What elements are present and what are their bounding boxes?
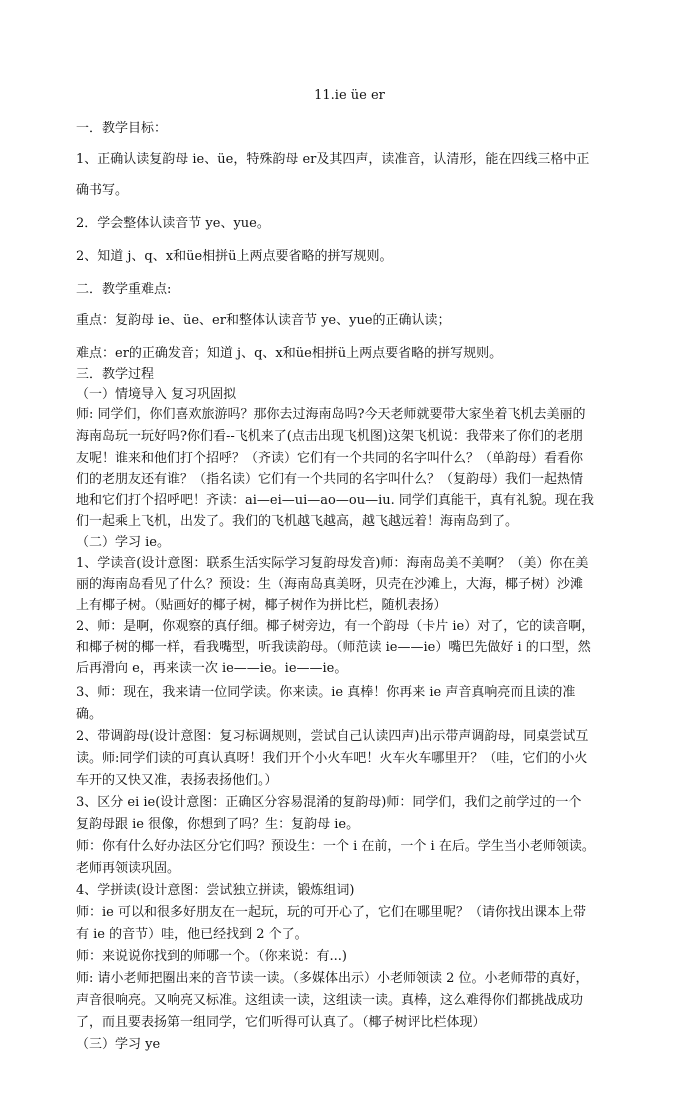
lesson-title: 11.ie üe er (314, 88, 385, 103)
text-line: 地和它们打个招呼吧！齐读：ai—ei—ui—ao—ou—iu. 同学们真能干，真有礼貌。现在我 (76, 493, 594, 508)
text-line: 难点：er的正确发音；知道 j、q、x和üe相拼ü上两点要省略的拼写规则。 (76, 346, 503, 361)
text-line: 了，而且要表扬第一组同学，它们听得可认真了。（椰子树评比栏体现） (76, 1015, 486, 1030)
text-line: 2、带调韵母(设计意图：复习标调规则，尝试自己认读四声)出示带声调韵母，同桌尝试互 (76, 729, 589, 744)
section-heading: 二．教学重难点: (76, 282, 172, 297)
text-line: 确。 (76, 707, 103, 722)
text-line: 复韵母跟 ie 很像，你想到了吗？生：复韵母 ie。 (76, 817, 360, 832)
text-line: 们一起乘上飞机，出发了。我们的飞机越飞越高，越飞越远着！海南岛到了。 (76, 514, 519, 529)
text-line: 上有椰子树。（贴画好的椰子树，椰子树作为拼比栏，随机表扬） (76, 598, 447, 613)
text-line: 一．教学目标： (76, 121, 168, 136)
text-line: 4、学拼读(设计意图：尝试独立拼读，锻炼组词) (76, 883, 355, 898)
text-line: 后再滑向 e，再来读一次 ie——ie。ie——ie。 (76, 661, 348, 676)
text-line: 师: 同学们，你们喜欢旅游吗？那你去过海南岛吗?今天老师就要带大家坐着飞机去美丽的 (76, 407, 586, 422)
text-line: 2．学会整体认读音节 ye、yue。 (76, 216, 270, 231)
subsection-heading: （二）学习 ie。 (76, 535, 170, 550)
text-line: 重点：复韵母 ie、üe、er和整体认读音节 ye、yue的正确认读； (76, 313, 451, 328)
text-line: 师: 请小老师把圈出来的音节读一读。（多媒体出示）小老师领读 2 位。小老师带的真好， (76, 971, 589, 986)
text-line: 读。师:同学们读的可真认真呀！我们开个小火车吧！火车火车哪里开？（哇，它们的小火 (76, 751, 588, 766)
section-heading: 三．教学过程 (76, 367, 155, 382)
text-line: 1、学读音(设计意图：联系生活实际学习复韵母发音)师：海南岛美不美啊？（美）你在美 (76, 556, 589, 571)
text-line: 声音很响亮。又响亮又标准。这组读一读，这组读一读。真棒，这么难得你们都挑战成功 (76, 993, 584, 1008)
text-line: 海南岛玩一玩好吗?你们看--飞机来了(点击出现飞机图)这架飞机说：我带来了你们的老朋 (76, 429, 583, 444)
text-line: 们的老朋友还有谁？（指名读）它们有一个共同的名字叫什么？（复韵母）我们一起热情 (76, 472, 584, 487)
text-line: 有 ie 的音节）哇，他已经找到 2 个了。 (76, 927, 308, 942)
subsection-heading: （一）情境导入 复习巩固拟 (76, 387, 237, 402)
text-line: 3、区分 ei ie(设计意图：正确区分容易混淆的复韵母)师：同学们，我们之前学过的一个 (76, 795, 582, 810)
text-line: 和椰子树的椰一样，看我嘴型，听我读韵母。（师范读 ie——ie）嘴巴先做好 i 的口型，然 (76, 640, 591, 655)
text-line: 3、师：现在，我来请一位同学读。你来读。ie 真棒！你再来 ie 声音真响亮而且读的准 (76, 685, 576, 700)
text-line: 丽的海南岛看见了什么？预设：生（海南岛真美呀，贝壳在沙滩上，大海，椰子树）沙滩 (76, 577, 584, 592)
text-line: 师：你有什么好办法区分它们吗？预设生：一个 i 在前，一个 i 在后。学生当小老师领读。 (76, 839, 595, 854)
text-line: 确书写。 (76, 183, 129, 198)
text-line: 师：来说说你找到的师哪一个。（你来说：有...) (76, 949, 347, 964)
text-line: 友呢！谁来和他们打个招呼？（齐读）它们有一个共同的名字叫什么？（单韵母）看看你 (76, 451, 584, 466)
text-line: 2、师：是啊，你观察的真仔细。椰子树旁边，有一个韵母（卡片 ie）对了，它的读音啊， (76, 619, 595, 634)
subsection-heading: （三）学习 ye (76, 1037, 161, 1052)
text-line: 1、正确认读复韵母 ie、üe，特殊韵母 er及其四声，读准音，认清形，能在四线三格中正 (76, 152, 590, 167)
text-line: 车开的又快又准，表扬表扬他们。） (76, 773, 278, 788)
text-line: 2、知道 j、q、x和üe相拼ü上两点要省略的拼写规则。 (76, 249, 393, 264)
text-line: 老师再领读巩固。 (76, 861, 181, 876)
text-line: 师：ie 可以和很多好朋友在一起玩，玩的可开心了，它们在哪里呢？（请你找出课本上带 (76, 905, 586, 920)
